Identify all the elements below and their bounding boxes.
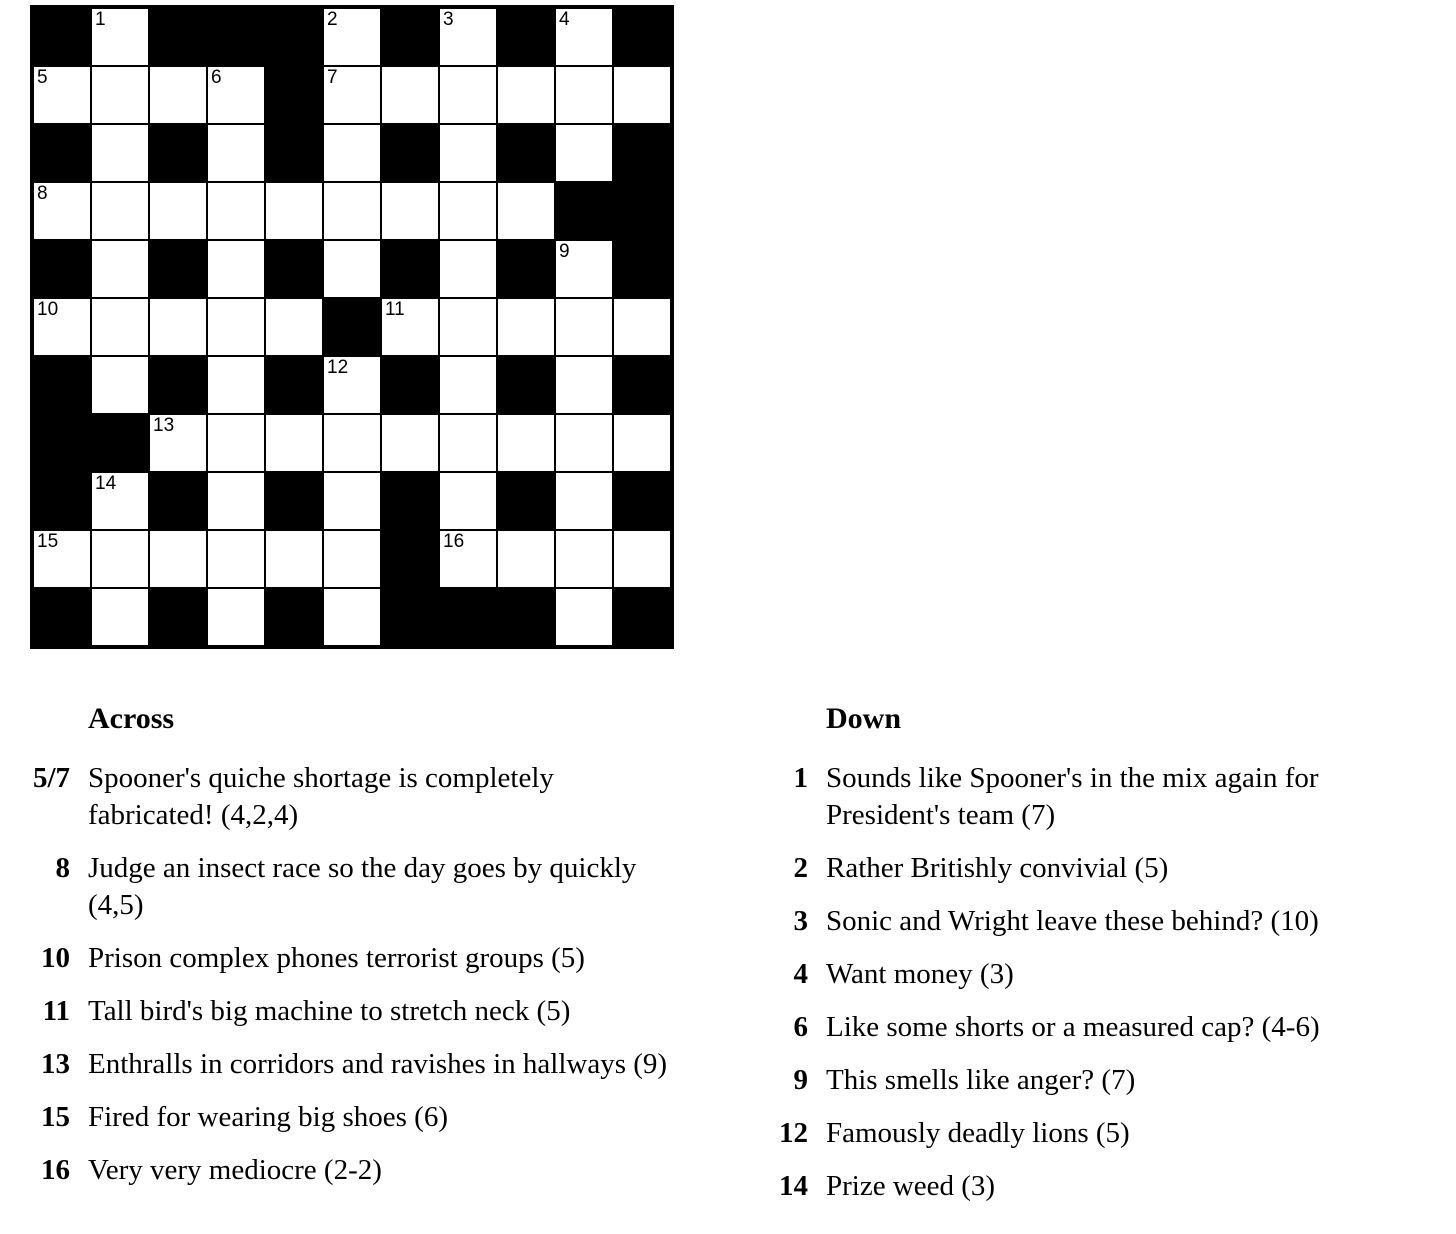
across-heading: Across <box>88 702 175 735</box>
white-cell[interactable] <box>440 415 496 471</box>
cell-number: 9 <box>559 241 570 262</box>
clue-text: This smells like anger? (7) <box>826 1064 1136 1096</box>
white-cell[interactable] <box>440 241 496 297</box>
black-cell <box>150 473 206 529</box>
black-cell <box>614 183 670 239</box>
black-cell <box>150 357 206 413</box>
white-cell[interactable] <box>498 67 554 123</box>
white-cell[interactable] <box>440 357 496 413</box>
crossword-grid <box>30 5 674 649</box>
black-cell <box>382 241 438 297</box>
black-cell <box>498 241 554 297</box>
black-cell <box>266 589 322 645</box>
clue-item <box>30 1099 680 1136</box>
clue-item <box>768 760 1418 834</box>
black-cell <box>34 241 90 297</box>
clue-number: 10 <box>41 942 70 974</box>
black-cell <box>382 357 438 413</box>
white-cell[interactable] <box>92 299 148 355</box>
clue-text: Like some shorts or a measured cap? (4-6) <box>826 1011 1320 1043</box>
white-cell[interactable] <box>498 531 554 587</box>
black-cell <box>208 9 264 65</box>
black-cell <box>498 473 554 529</box>
clue-item <box>30 940 680 977</box>
white-cell[interactable] <box>208 67 264 123</box>
cell-number: 2 <box>327 9 338 30</box>
clue-text: Prison complex phones terrorist groups (5) <box>88 942 585 974</box>
black-cell <box>498 125 554 181</box>
white-cell[interactable] <box>556 67 612 123</box>
black-cell <box>614 589 670 645</box>
clue-number: 12 <box>779 1117 808 1149</box>
clue-item <box>768 1009 1418 1046</box>
white-cell[interactable] <box>324 67 380 123</box>
white-cell[interactable] <box>208 415 264 471</box>
clue-text: Spooner's quiche shortage is completely fabricated! (4,2,4) <box>88 762 554 831</box>
black-cell <box>382 473 438 529</box>
clue-number: 4 <box>793 958 808 990</box>
cell-number: 1 <box>95 9 106 30</box>
white-cell[interactable] <box>324 589 380 645</box>
clue-item <box>30 993 680 1030</box>
clue-text: Tall bird's big machine to stretch neck (5) <box>88 995 571 1027</box>
white-cell[interactable] <box>150 299 206 355</box>
clue-number: 6 <box>793 1011 808 1043</box>
black-cell <box>34 9 90 65</box>
white-cell[interactable] <box>556 9 612 65</box>
white-cell[interactable] <box>498 415 554 471</box>
black-cell <box>498 9 554 65</box>
clue-number: 5/7 <box>32 762 70 794</box>
white-cell[interactable] <box>34 183 90 239</box>
black-cell <box>614 241 670 297</box>
clue-item <box>30 760 680 834</box>
clue-number: 8 <box>55 852 70 884</box>
cell-number: 6 <box>211 67 222 88</box>
black-cell <box>266 9 322 65</box>
cell-number: 8 <box>37 183 48 204</box>
white-cell[interactable] <box>382 183 438 239</box>
white-cell[interactable] <box>556 473 612 529</box>
clue-text: Rather Britishly convivial (5) <box>826 852 1169 884</box>
clue-number: 2 <box>793 852 808 884</box>
white-cell[interactable] <box>556 299 612 355</box>
white-cell[interactable] <box>92 241 148 297</box>
black-cell <box>324 299 380 355</box>
black-cell <box>440 589 496 645</box>
white-cell[interactable] <box>266 531 322 587</box>
white-cell[interactable] <box>266 415 322 471</box>
white-cell[interactable] <box>150 531 206 587</box>
black-cell <box>614 473 670 529</box>
white-cell[interactable] <box>382 67 438 123</box>
white-cell[interactable] <box>324 241 380 297</box>
black-cell <box>34 415 90 471</box>
cell-number: 16 <box>443 531 465 552</box>
white-cell[interactable] <box>382 415 438 471</box>
clue-number: 15 <box>41 1101 70 1133</box>
white-cell[interactable] <box>92 357 148 413</box>
clue-text: Fired for wearing big shoes (6) <box>88 1101 448 1133</box>
cell-number: 12 <box>327 357 349 378</box>
white-cell[interactable] <box>614 531 670 587</box>
black-cell <box>498 357 554 413</box>
white-cell[interactable] <box>556 589 612 645</box>
black-cell <box>150 9 206 65</box>
white-cell[interactable] <box>92 473 148 529</box>
cell-number: 4 <box>559 9 570 30</box>
white-cell[interactable] <box>324 415 380 471</box>
cell-number: 10 <box>37 299 59 320</box>
white-cell[interactable] <box>34 67 90 123</box>
black-cell <box>498 589 554 645</box>
white-cell[interactable] <box>208 589 264 645</box>
white-cell[interactable] <box>324 9 380 65</box>
black-cell <box>614 357 670 413</box>
black-cell <box>34 473 90 529</box>
black-cell <box>150 589 206 645</box>
white-cell[interactable] <box>208 241 264 297</box>
clue-item <box>30 1152 680 1189</box>
white-cell[interactable] <box>556 357 612 413</box>
black-cell <box>150 241 206 297</box>
white-cell[interactable] <box>92 67 148 123</box>
white-cell[interactable] <box>498 183 554 239</box>
black-cell <box>266 125 322 181</box>
black-cell <box>382 125 438 181</box>
clue-item <box>768 1062 1418 1099</box>
black-cell <box>382 531 438 587</box>
white-cell[interactable] <box>556 531 612 587</box>
black-cell <box>266 473 322 529</box>
clue-item <box>768 1168 1418 1205</box>
black-cell <box>266 241 322 297</box>
black-cell <box>92 415 148 471</box>
clue-number: 1 <box>793 762 808 794</box>
clue-item <box>768 956 1418 993</box>
across-clue-list <box>30 760 680 1189</box>
clue-item <box>768 903 1418 940</box>
black-cell <box>150 125 206 181</box>
white-cell[interactable] <box>208 183 264 239</box>
clue-number: 9 <box>793 1064 808 1096</box>
white-cell[interactable] <box>34 299 90 355</box>
black-cell <box>34 125 90 181</box>
clue-text: Sounds like Spooner's in the mix again for President's team (7) <box>826 762 1319 831</box>
white-cell[interactable] <box>150 415 206 471</box>
across-clues-section <box>30 700 680 1205</box>
white-cell[interactable] <box>382 299 438 355</box>
clue-text: Sonic and Wright leave these behind? (10) <box>826 905 1319 937</box>
white-cell[interactable] <box>92 183 148 239</box>
cell-number: 13 <box>153 415 175 436</box>
white-cell[interactable] <box>614 67 670 123</box>
white-cell[interactable] <box>440 299 496 355</box>
cell-number: 15 <box>37 531 59 552</box>
cell-number: 3 <box>443 9 454 30</box>
black-cell <box>556 183 612 239</box>
black-cell <box>266 67 322 123</box>
white-cell[interactable] <box>34 531 90 587</box>
white-cell[interactable] <box>324 125 380 181</box>
white-cell[interactable] <box>324 473 380 529</box>
clue-number: 11 <box>42 995 70 1027</box>
clue-number: 3 <box>793 905 808 937</box>
white-cell[interactable] <box>208 473 264 529</box>
white-cell[interactable] <box>92 125 148 181</box>
black-cell <box>614 125 670 181</box>
clue-item <box>30 850 680 924</box>
white-cell[interactable] <box>498 299 554 355</box>
white-cell[interactable] <box>266 299 322 355</box>
clue-text: Judge an insect race so the day goes by quickly (4,5) <box>88 852 637 921</box>
white-cell[interactable] <box>440 183 496 239</box>
white-cell[interactable] <box>440 473 496 529</box>
clue-item <box>30 1046 680 1083</box>
black-cell <box>382 589 438 645</box>
white-cell[interactable] <box>92 589 148 645</box>
cell-number: 5 <box>37 67 48 88</box>
white-cell[interactable] <box>556 125 612 181</box>
clue-item <box>768 1115 1418 1152</box>
white-cell[interactable] <box>92 9 148 65</box>
clue-number: 13 <box>41 1048 70 1080</box>
down-heading: Down <box>826 702 902 735</box>
down-clues-section <box>768 700 1418 1221</box>
black-cell <box>614 9 670 65</box>
clue-text: Want money (3) <box>826 958 1014 990</box>
white-cell[interactable] <box>208 125 264 181</box>
white-cell[interactable] <box>614 415 670 471</box>
white-cell[interactable] <box>440 531 496 587</box>
clue-item <box>768 850 1418 887</box>
white-cell[interactable] <box>324 357 380 413</box>
clue-text: Famously deadly lions (5) <box>826 1117 1130 1149</box>
black-cell <box>34 589 90 645</box>
clue-number: 14 <box>779 1170 808 1202</box>
white-cell[interactable] <box>208 299 264 355</box>
black-cell <box>266 357 322 413</box>
clue-text: Enthralls in corridors and ravishes in hallways (9) <box>88 1048 668 1080</box>
white-cell[interactable] <box>150 67 206 123</box>
white-cell[interactable] <box>324 531 380 587</box>
white-cell[interactable] <box>556 241 612 297</box>
white-cell[interactable] <box>208 357 264 413</box>
white-cell[interactable] <box>208 531 264 587</box>
white-cell[interactable] <box>150 183 206 239</box>
clue-number: 16 <box>41 1154 70 1186</box>
white-cell[interactable] <box>440 125 496 181</box>
black-cell <box>34 357 90 413</box>
clue-text: Very very mediocre (2-2) <box>88 1154 382 1186</box>
cell-number: 11 <box>385 299 405 320</box>
white-cell[interactable] <box>440 9 496 65</box>
black-cell <box>382 9 438 65</box>
white-cell[interactable] <box>556 415 612 471</box>
cell-number: 7 <box>327 67 338 88</box>
white-cell[interactable] <box>614 299 670 355</box>
down-clue-list <box>768 760 1418 1205</box>
white-cell[interactable] <box>266 183 322 239</box>
white-cell[interactable] <box>440 67 496 123</box>
white-cell[interactable] <box>92 531 148 587</box>
cell-number: 14 <box>95 473 117 494</box>
white-cell[interactable] <box>324 183 380 239</box>
clue-text: Prize weed (3) <box>826 1170 996 1202</box>
